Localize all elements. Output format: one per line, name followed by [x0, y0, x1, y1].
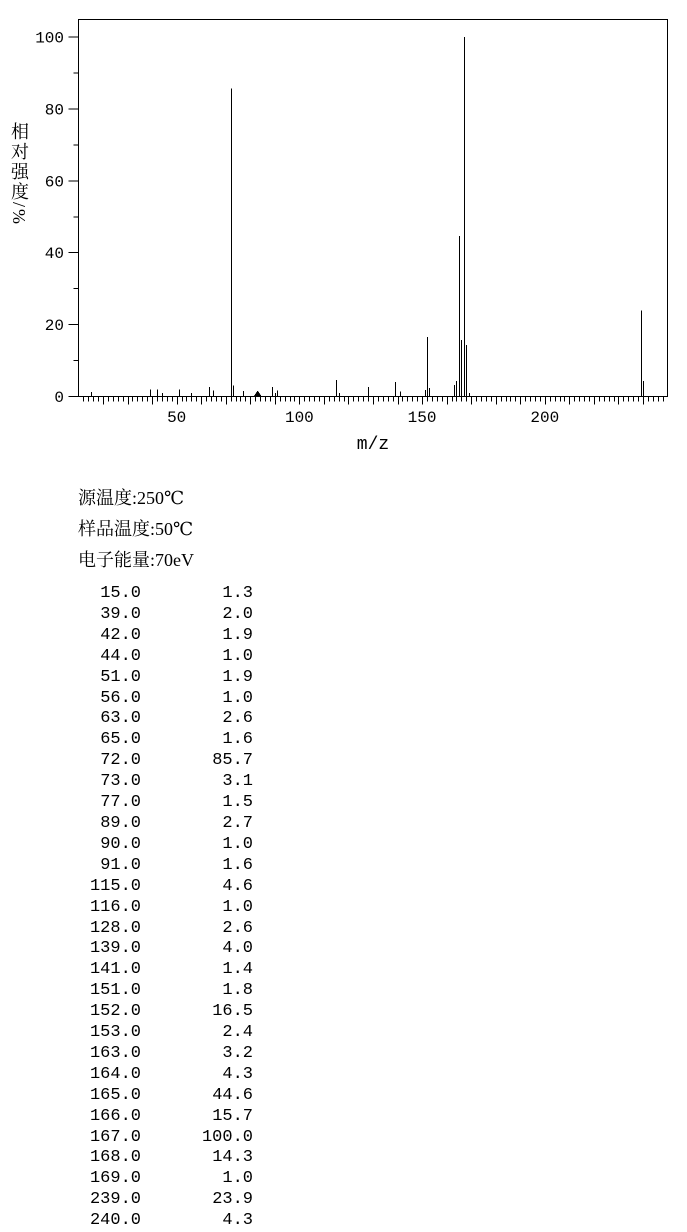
mz-value: 73.0	[100, 772, 141, 792]
intensity-value: 3.1	[222, 772, 253, 792]
mz-value: 163.0	[89, 1043, 141, 1063]
intensity-value: 1.6	[222, 730, 253, 750]
intensity-value: 1.0	[222, 897, 253, 917]
mz-value: 168.0	[89, 1148, 141, 1168]
table-row	[60, 1023, 253, 1044]
mz-value: 167.0	[89, 1127, 141, 1147]
table-row	[60, 647, 253, 668]
mz-value: 91.0	[100, 855, 141, 875]
mz-value: 151.0	[89, 981, 141, 1001]
intensity-value: 1.4	[222, 960, 253, 980]
table-row	[60, 793, 253, 814]
spectrum-peaks	[92, 37, 644, 397]
peak-intensity-table	[60, 584, 253, 1232]
table-row	[60, 960, 253, 981]
mz-value: 90.0	[100, 834, 141, 854]
intensity-value: 1.3	[222, 584, 253, 603]
intensity-value: 1.0	[222, 646, 253, 666]
plot-border	[79, 20, 668, 397]
mz-value: 42.0	[100, 625, 141, 645]
y-axis-tick-label: 0	[54, 389, 64, 407]
mz-value: 115.0	[89, 876, 141, 896]
table-row	[60, 981, 253, 1002]
intensity-value: 44.6	[212, 1085, 253, 1105]
mz-value: 89.0	[100, 813, 141, 833]
sample-temperature-line: 样品温度:50℃	[78, 519, 194, 539]
y-axis-tick-label: 100	[35, 29, 64, 48]
mz-value: 44.0	[100, 646, 141, 666]
mz-value: 39.0	[100, 604, 141, 624]
table-row	[60, 772, 253, 793]
intensity-value: 1.0	[222, 688, 253, 708]
table-row	[60, 584, 253, 605]
mz-value: 65.0	[100, 730, 141, 750]
y-axis-tick-label: 60	[44, 173, 64, 192]
intensity-value: 4.3	[222, 1211, 253, 1231]
intensity-value: 1.0	[222, 834, 253, 854]
intensity-value: 1.8	[222, 981, 253, 1001]
intensity-value: 1.9	[222, 625, 253, 645]
intensity-value: 4.6	[222, 876, 253, 896]
table-row	[60, 1128, 253, 1149]
measurement-conditions	[78, 488, 194, 581]
mz-value: 166.0	[89, 1106, 141, 1126]
intensity-value: 2.0	[222, 604, 253, 624]
table-row	[60, 1190, 253, 1211]
electron-energy-line: 电子能量:70eV	[78, 550, 194, 570]
mz-value: 15.0	[100, 584, 141, 603]
x-axis-tick-label: 100	[284, 409, 314, 427]
x-axis-tick-label: 50	[167, 409, 187, 427]
intensity-value: 3.2	[222, 1043, 253, 1063]
mz-value: 165.0	[89, 1085, 141, 1105]
mz-value: 77.0	[100, 793, 141, 813]
mz-value: 239.0	[89, 1190, 141, 1210]
table-row	[60, 1002, 253, 1023]
mz-value: 153.0	[89, 1023, 141, 1043]
mz-value: 141.0	[89, 960, 141, 980]
table-row	[60, 898, 253, 919]
table-row	[60, 877, 253, 898]
mz-value: 164.0	[89, 1064, 141, 1084]
table-row	[60, 1086, 253, 1107]
x-axis-title: m/z	[356, 435, 390, 455]
intensity-value: 1.0	[222, 1169, 253, 1189]
mz-value: 240.0	[89, 1211, 141, 1231]
table-row	[60, 939, 253, 960]
intensity-value: 2.6	[222, 709, 253, 729]
table-row	[60, 709, 253, 730]
metastable-peak-marker	[254, 392, 261, 397]
mz-value: 51.0	[100, 667, 141, 687]
table-row	[60, 751, 253, 772]
table-row	[60, 730, 253, 751]
y-axis-tick-label: 40	[44, 245, 64, 264]
intensity-value: 1.5	[222, 793, 253, 813]
table-row	[60, 605, 253, 626]
table-row	[60, 1169, 253, 1190]
mz-value: 63.0	[100, 709, 141, 729]
table-row	[60, 1107, 253, 1128]
table-row	[60, 689, 253, 710]
x-axis-tick-label: 150	[407, 409, 437, 427]
y-axis-tick-label: 20	[44, 317, 64, 336]
intensity-value: 1.9	[222, 667, 253, 687]
intensity-value: 4.3	[222, 1064, 253, 1084]
intensity-value: 16.5	[212, 1002, 253, 1022]
table-row	[60, 1065, 253, 1086]
intensity-value: 85.7	[212, 751, 253, 771]
intensity-value: 15.7	[212, 1106, 253, 1126]
table-row	[60, 1044, 253, 1065]
mz-value: 169.0	[89, 1169, 141, 1189]
intensity-value: 2.4	[222, 1023, 253, 1043]
intensity-value: 23.9	[212, 1190, 253, 1210]
x-axis	[84, 397, 664, 428]
table-row	[60, 626, 253, 647]
intensity-value: 2.6	[222, 918, 253, 938]
y-axis-title: 相对强度/%	[9, 122, 29, 226]
table-row	[60, 835, 253, 856]
mz-value: 152.0	[89, 1002, 141, 1022]
y-axis	[35, 30, 78, 408]
table-row	[60, 856, 253, 877]
mz-value: 139.0	[89, 939, 141, 959]
source-temperature-line: 源温度:250℃	[78, 488, 185, 508]
intensity-value: 1.6	[222, 855, 253, 875]
table-row	[60, 814, 253, 835]
table-row	[60, 1148, 253, 1169]
intensity-value: 4.0	[222, 939, 253, 959]
mz-value: 72.0	[100, 751, 141, 771]
y-axis-tick-label: 80	[44, 101, 64, 120]
table-row	[60, 1211, 253, 1232]
table-row	[60, 668, 253, 689]
mz-value: 116.0	[89, 897, 141, 917]
intensity-value: 100.0	[201, 1127, 253, 1147]
x-axis-tick-label: 200	[530, 409, 560, 427]
table-row	[60, 919, 253, 940]
mz-value: 56.0	[100, 688, 141, 708]
mz-value: 128.0	[89, 918, 141, 938]
intensity-value: 14.3	[212, 1148, 253, 1168]
intensity-value: 2.7	[222, 813, 253, 833]
mass-spectrum-chart	[0, 0, 687, 465]
